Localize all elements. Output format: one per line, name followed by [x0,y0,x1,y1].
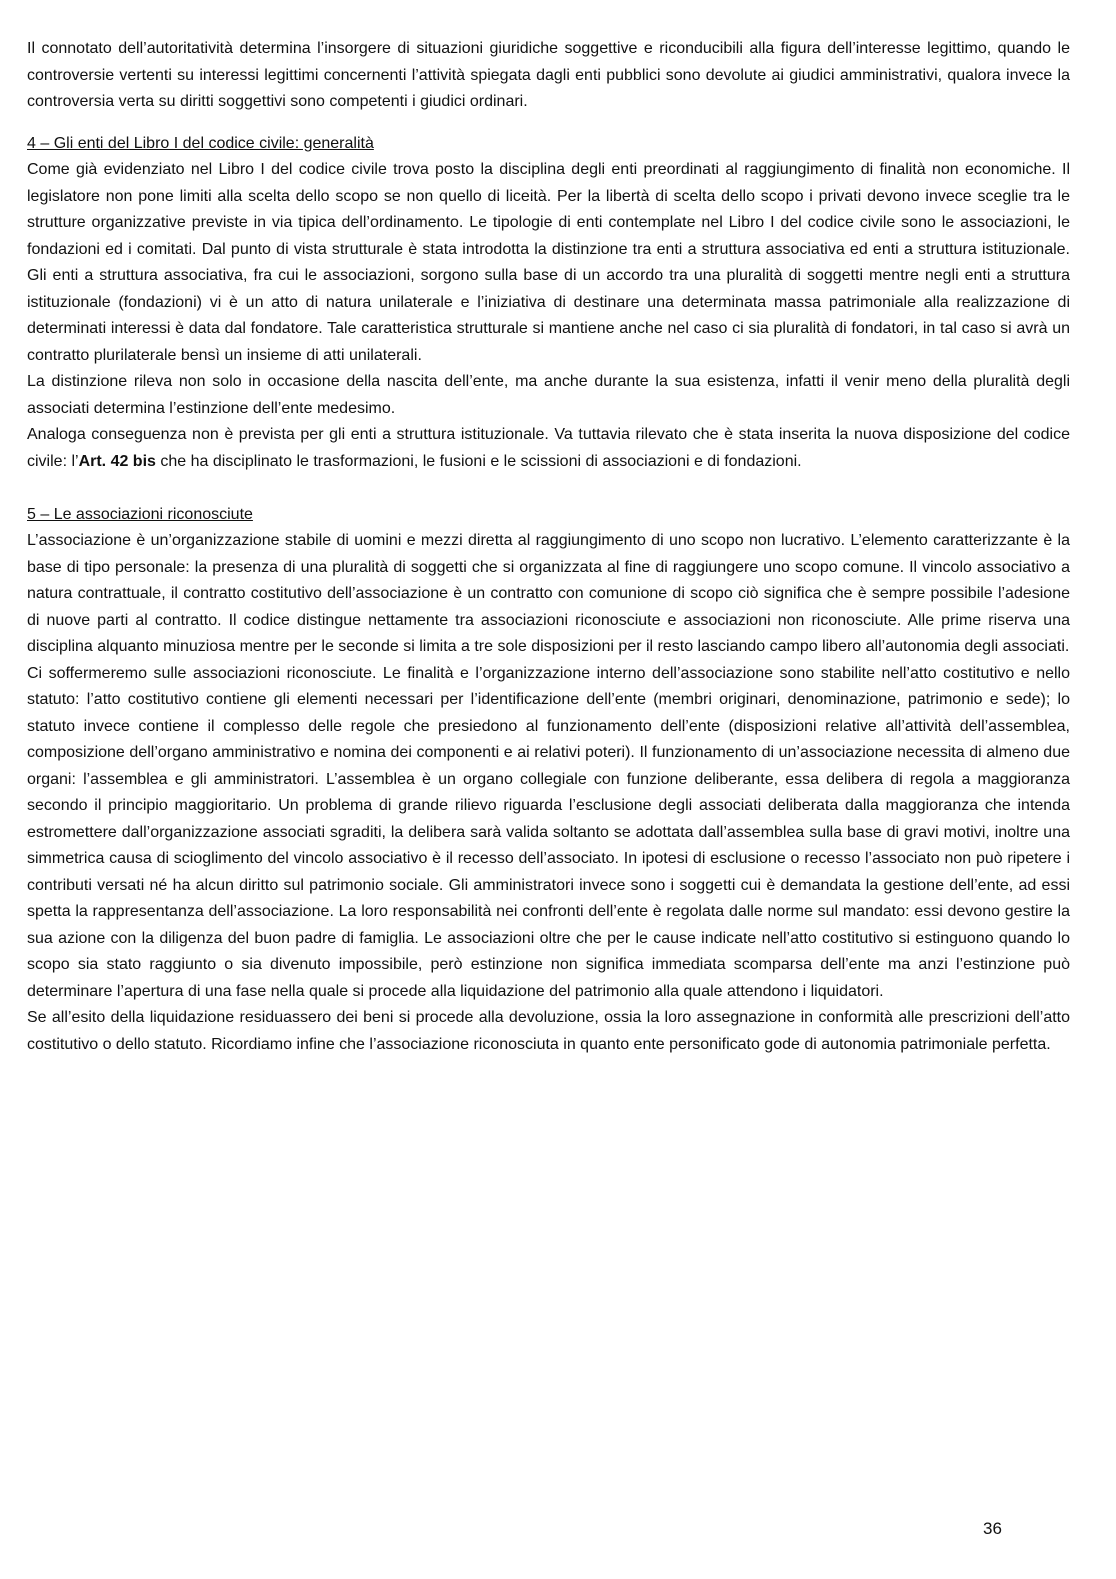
section-5-heading: 5 – Le associazioni riconosciute [27,505,253,523]
section-4-paragraph-1: Come già evidenziato nel Libro I del codice civile trova posto la disciplina degli enti preordinati al raggiungimento di finalità non economiche. Il legislatore non pone limiti alla scelta dello scopo se non quello di liceità. Per la libertà di scelta dello scopo i privati devono invece sceglie tra le strutture organizzative previste in via tipica dell’ordinamento. Le tipologie di enti contemplate nel Libro I del codice civile sono le associazioni, le fondazioni ed i comitati. Dal punto di vista strutturale è stata introdotta la distinzione tra enti a struttura associativa ed enti a struttura istituzionale. Gli enti a struttura associativa, fra cui le associazioni, sorgono sulla base di un accordo tra una pluralità di soggetti mentre negli enti a struttura istituzionale (fondazioni) vi è un atto di natura unilaterale e l’iniziativa di destinare una determinata massa patrimoniale alla realizzazione di determinati interessi è data dal fondatore. Tale caratteristica strutturale si mantiene anche nel caso ci sia pluralità di fondatori, in tal caso si avrà un contratto plurilaterale bensì un insieme di atti unilaterali. [27,161,1070,364]
intro-paragraph: Il connotato dell’autoritatività determina l’insorgere di situazioni giuridiche soggettive e riconducibili alla figura dell’interesse legittimo, quando le controversie vertenti su interessi legittimi concernenti l’attività spiegata dagli enti pubblici sono devolute ai giudici amministrativi, qualora invece la controversia verta su diritti soggettivi sono competenti i giudici ordinari. [27,40,1070,110]
paragraph-text: Analoga conseguenza non è prevista per gli enti a struttura istituzionale. Va tuttavia rilevato che è stata inserita la nuova disposizione del codice civile: l’ [27,426,1070,470]
page-number: 36 [983,1519,1002,1538]
article-reference: Art. 42 bis [78,452,156,470]
paragraph-text: che ha disciplinato le trasformazioni, le fusioni e le scissioni di associazioni e di fondazioni. [155,452,802,470]
section-5-paragraph-2: Ci soffermeremo sulle associazioni riconosciute. Le finalità e l’organizzazione interno dell’associazione sono stabilite nell’atto costitutivo e nello statuto: l’atto costitutivo contiene gli elementi necessari per l’identificazione dell’ente (membri originari, denominazione, patrimonio e sede); lo statuto invece contiene il complesso delle regole che presiedono al funzionamento dell’ente (disposizioni relative all’attività dell’assemblea, composizione dell’organo amministrativo e nomina dei componenti e ai relativi poteri). Il funzionamento di un’associazione necessita di almeno due organi: l’assemblea e gli amministratori. L’assemblea è un organo collegiale con funzione deliberante, essa delibera di regola a maggioranza secondo il principio maggioritario. Un problema di grande rilievo riguarda l’esclusione degli associati deliberata dalla maggioranza che intenda estromettere dall’organizzazione associati sgraditi, la delibera sarà valida soltanto se adottata dall’assemblea sulla base di gravi motivi, inoltre una simmetrica causa di scioglimento del vincolo associativo è il recesso dell’associato. In ipotesi di esclusione o recesso l’associato non può ripetere i contributi versati né ha alcun diritto sul patrimonio sociale. Gli amministratori invece sono i soggetti cui è demandata la gestione dell’ente, ad essi spetta la rappresentanza dell’associazione. La loro responsabilità nei confronti dell’ente è regolata dalle norme sul mandato: essi devono gestire la sua azione con la diligenza del buon padre di famiglia. Le associazioni oltre che per le cause indicate nell’atto costitutivo si estinguono quando lo scopo sia stato raggiunto o sia divenuto impossibile, però estinzione non significa immediata scomparsa dell’ente ma anzi l’estinzione può determinare l’apertura di una fase nella quale si procede alla liquidazione del patrimonio alla quale attendono i liquidatori. [27,664,1070,1000]
section-4-paragraph-2: La distinzione rileva non solo in occasione della nascita dell’ente, ma anche durante la sua esistenza, infatti il venir meno della pluralità degli associati determina l’estinzione dell’ente medesimo. [27,373,1070,417]
section-4-paragraph-3 [27,422,1070,475]
section-5-paragraph-3: Se all’esito della liquidazione residuassero dei beni si procede alla devoluzione, ossia la loro assegnazione in conformità alle prescrizioni dell’atto costitutivo o dello statuto. Ricordiamo infine che l’associazione riconosciuta in quanto ente personificato gode di autonomia patrimoniale perfetta. [27,1009,1070,1053]
section-5-paragraph-1: L’associazione è un’organizzazione stabile di uomini e mezzi diretta al raggiungimento di uno scopo non lucrativo. L’elemento caratterizzante è la base di tipo personale: la presenza di una pluralità di soggetti che si organizzata al fine di raggiungere uno scopo comune. Il vincolo associativo a natura contrattuale, il contratto costitutivo dell’associazione è un contratto con comunione di scopo ciò significa che è sempre possibile l’adesione di nuove parti al contratto. Il codice distingue nettamente tra associazioni riconosciute e associazioni non riconosciute. Alle prime riserva una disciplina alquanto minuziosa mentre per le seconde si limita a tre sole disposizioni per il resto lasciando campo libero all’autonomia degli associati. [27,532,1070,655]
spacer [27,475,1070,502]
section-4-heading: 4 – Gli enti del Libro I del codice civile: generalità [27,134,374,152]
spacer [27,116,1070,131]
